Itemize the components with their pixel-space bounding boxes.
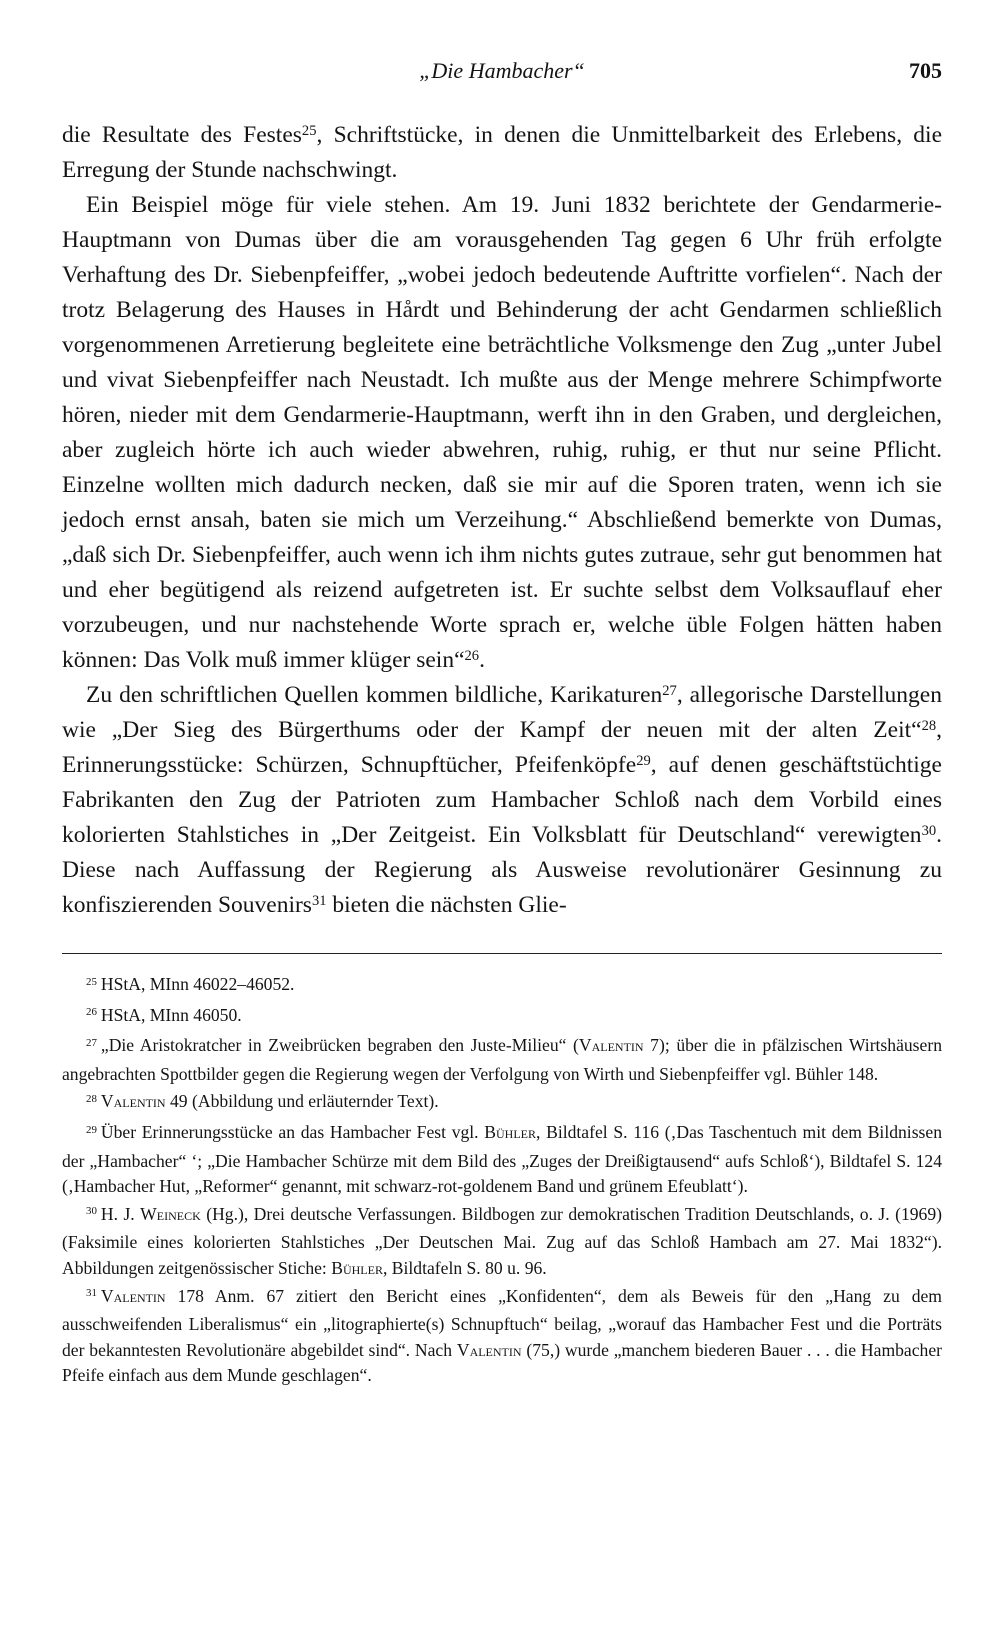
footnote-30 bbox=[62, 1202, 942, 1282]
text-run: HStA, MInn 46050. bbox=[100, 1004, 242, 1025]
footnote-reference: 29 bbox=[636, 753, 651, 770]
text-run: , auf denen geschäftstüchtige Fabrikanten den Zug der Patrioten zum Hambacher Schloß nach dem Vorbild eines kolorierten Stahlstiches in „Der Zeitgeist. Ein Volksblatt für Deutschland“ verewigten bbox=[62, 752, 942, 848]
text-run: , Erinnerungsstücke: Schürzen, Schnupftücher, Pfeifenköpfe bbox=[62, 717, 942, 778]
running-head: „Die Hambacher“ bbox=[419, 58, 585, 83]
footnote-reference: 28 bbox=[921, 718, 937, 735]
page-header bbox=[62, 48, 942, 88]
paragraph bbox=[62, 678, 942, 923]
text-run: HStA, MInn 46022–46052. bbox=[100, 974, 295, 994]
author-name-small-caps: Valentin bbox=[456, 1339, 522, 1360]
text-run: „Die Aristokratcher in Zweibrücken begraben den Juste-Milieu“ ( bbox=[100, 1035, 579, 1056]
author-name-small-caps: Valentin bbox=[100, 1285, 166, 1306]
footnote-number: 26 bbox=[86, 1006, 97, 1019]
footnote-reference: 25 bbox=[301, 123, 317, 140]
text-run: , allegorische Darstellungen wie „Der Sieg des Bürgerthums oder der Kampf der neuen mit der alten Zeit“ bbox=[62, 682, 942, 743]
text-run: , Bildtafeln S. 80 u. 96. bbox=[382, 1257, 547, 1278]
footnote-number: 29 bbox=[86, 1123, 97, 1136]
footnote-number: 31 bbox=[86, 1287, 97, 1300]
footnote-27 bbox=[62, 1033, 942, 1087]
footnote-number: 27 bbox=[86, 1036, 97, 1049]
footnote-31 bbox=[62, 1284, 942, 1389]
text-run: Über Erinnerungsstücke an das Hambacher Fest vgl. bbox=[100, 1121, 485, 1142]
text-run: 178 Anm. 67 zitiert den Bericht eines „Konfidenten“, dem als Beweis für den „Hang zu dem ausschweifenden Liberalismus“ ein „litographierte(s) Schnupftuch“ beilag, „worauf das Hambacher Fest und die Porträts der bekanntesten Revolutionäre abgebildet sind“. Nach bbox=[62, 1285, 942, 1360]
author-name-small-caps: Valentin bbox=[578, 1035, 644, 1056]
text-run: (75,) wurde „manchem biederen Bauer . . . die Hambacher Pfeife einfach aus dem Munde geschlagen“. bbox=[62, 1339, 943, 1386]
footnote-reference: 31 bbox=[311, 893, 327, 910]
text-run: Zu den schriftlichen Quellen kommen bildliche, Karikaturen bbox=[86, 682, 663, 708]
author-name-small-caps: Weineck bbox=[140, 1203, 201, 1224]
text-run: 49 (Abbildung und erläuternder Text). bbox=[165, 1091, 439, 1112]
footnotes bbox=[62, 972, 942, 1389]
footnote-reference: 30 bbox=[921, 823, 937, 840]
footnote-number: 30 bbox=[86, 1205, 97, 1218]
paragraph bbox=[62, 188, 942, 678]
footnote-reference: 26 bbox=[464, 648, 480, 665]
text-run: die Resultate des Festes bbox=[62, 122, 302, 148]
body-text bbox=[62, 118, 942, 923]
footnote-25 bbox=[62, 972, 942, 1001]
footnote-number: 28 bbox=[86, 1092, 97, 1105]
footnote-26 bbox=[62, 1003, 942, 1032]
text-run: 7); über die in pfälzischen Wirtshäusern angebrachten Spottbilder gegen die Regierung wegen der Verfolgung von Wirth und Siebenpfeiffer vgl. Bühler 148. bbox=[62, 1035, 942, 1084]
footnote-28 bbox=[62, 1089, 942, 1118]
text-run: , Bildtafel S. 116 (‚Das Taschentuch mit dem Bildnissen der „Hambacher“ ‘; „Die Hambacher Schürze mit dem Bild des „Zuges der Dreißigtausend“ aufs Schloß‘), Bildtafel S. 124 (‚Hambacher Hut, „Reformer“ genannt, mit schwarz-rot-goldenem Band und grünem Efeublatt‘). bbox=[62, 1121, 942, 1197]
footnote-number: 25 bbox=[86, 975, 97, 988]
footnote-rule bbox=[62, 953, 942, 954]
text-run: (Hg.), Drei deutsche Verfassungen. Bildbogen zur demokratischen Tradition Deutschlands, o. J. (1969) (Faksimile eines kolorierten Stahlstiches „Der Deutschen Mai. Zug auf das Schloß Hambach am 27. Mai 1832“). Abbildungen zeitgenössischer Stiche: bbox=[62, 1203, 942, 1278]
text-run: , Schriftstücke, in denen die Unmittelbarkeit des Erlebens, die Erregung der Stunde nachschwingt. bbox=[62, 122, 943, 183]
author-name-small-caps: Valentin bbox=[100, 1091, 166, 1112]
paragraph bbox=[62, 118, 942, 188]
document-page bbox=[62, 48, 942, 1391]
footnote-29 bbox=[62, 1120, 942, 1200]
author-name-small-caps: Bühler bbox=[484, 1121, 537, 1142]
text-run: . bbox=[479, 647, 485, 673]
text-run: . Diese nach Auffassung der Regierung als Ausweise revolutionärer Gesinnung zu konfiszierenden Souvenirs bbox=[62, 822, 942, 918]
text-run: bieten die nächsten Glie- bbox=[326, 892, 567, 918]
footnote-reference: 27 bbox=[662, 683, 677, 700]
author-name-small-caps: Bühler bbox=[331, 1257, 383, 1278]
page-number: 705 bbox=[909, 58, 942, 83]
text-run: H. J. bbox=[100, 1203, 141, 1224]
text-run: Ein Beispiel möge für viele stehen. Am 19. Juni 1832 berichtete der Gendarmerie-Hauptmann von Dumas über die am vorausgehenden Tag gegen 6 Uhr früh erfolgte Verhaftung des Dr. Siebenpfeiffer, „wobei jedoch bedeutende Auftritte vorfielen“. Nach der trotz Belagerung des Hauses in Hårdt und Behinderung der acht Gendarmen schließlich vorgenommenen Arretierung begleitete eine beträchtliche Volksmenge den Zug „unter Jubel und vivat Siebenpfeiffer nach Neustadt. Ich mußte aus der Menge mehrere Schimpfworte hören, nieder mit dem Gendarmerie-Hauptmann, werft ihn in den Graben, und dergleichen, aber zugleich hörte ich auch wieder abwehren, ruhig, ruhig, er thut nur seine Pflicht. Einzelne wollten mich dadurch necken, daß sie mir auf die Sporen traten, wenn ich sie jedoch ernst ansah, baten sie mich um Verzeihung.“ Abschließend bemerkte von Dumas, „daß sich Dr. Siebenpfeiffer, auch wenn ich ihm nichts gutes zutraue, sehr gut benommen hat und eher begütigend als reizend aufgetreten ist. Er suchte selbst dem Volksauflauf eher vorzubeugen, und nur nachstehende Worte sprach er, welche üble Folgen hätten haben können: Das Volk muß immer klüger sein“ bbox=[62, 192, 942, 673]
